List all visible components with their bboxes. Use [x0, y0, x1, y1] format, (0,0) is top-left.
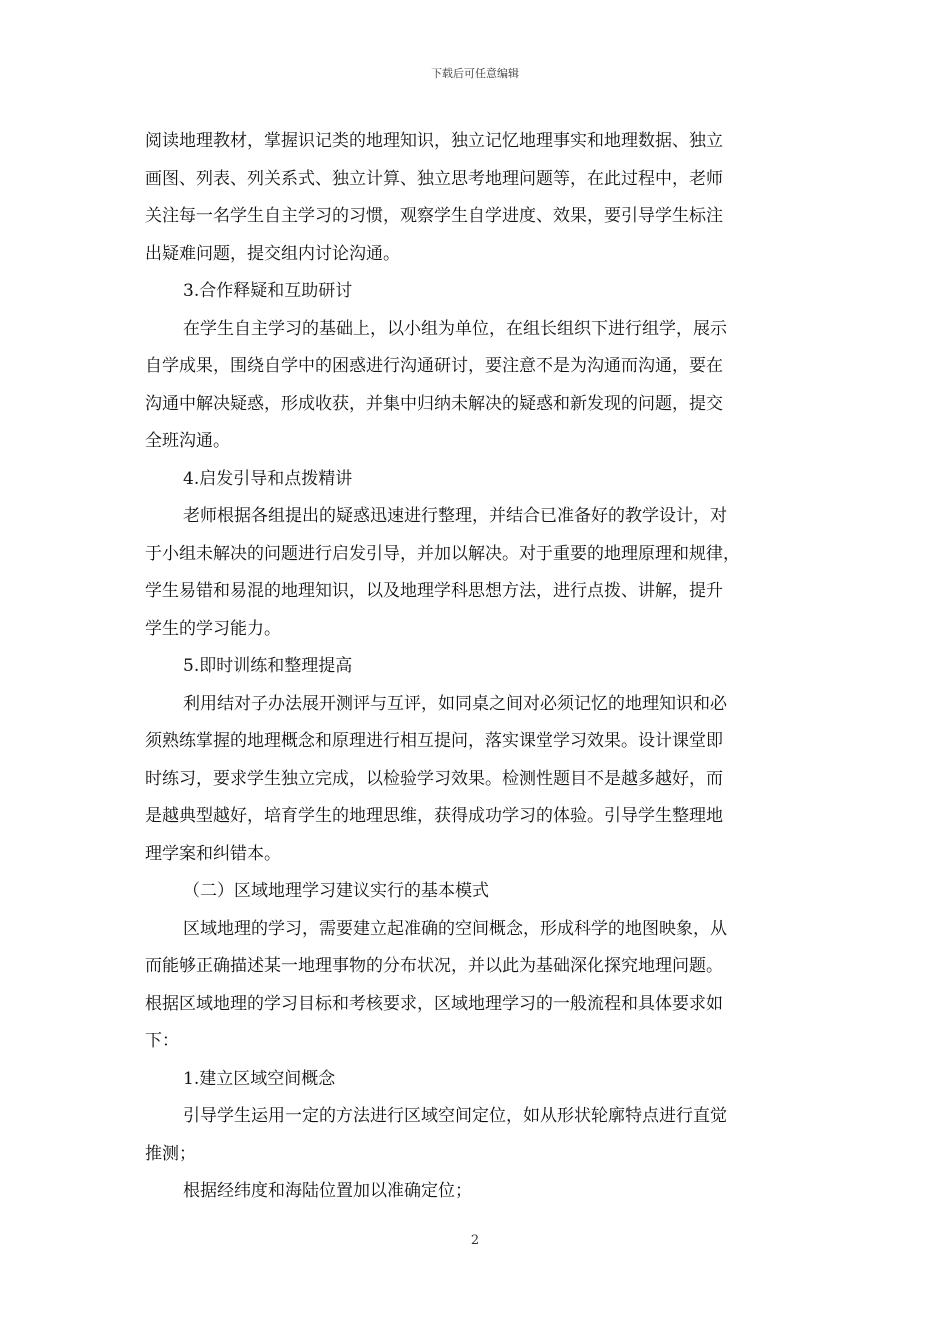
- paragraph-line: 下：: [145, 1031, 179, 1051]
- section-heading: 1.建立区域空间概念: [183, 1068, 336, 1089]
- paragraph-line: 学生的学习能力。: [145, 618, 281, 639]
- section-heading: 5.即时训练和整理提高: [183, 656, 353, 676]
- paragraph-line: 画图、列表、列关系式、独立计算、独立思考地理问题等，在此过程中，老师: [145, 168, 723, 189]
- paragraph-line: 出疑难问题，提交组内讨论沟通。: [145, 243, 400, 264]
- paragraph-line: 自学成果，围绕自学中的困惑进行沟通研讨，要注意不是为沟通而沟通，要在: [145, 356, 723, 376]
- paragraph-line: 全班沟通。: [145, 431, 230, 451]
- paragraph-line: 沟通中解决疑惑，形成收获，并集中归纳未解决的疑惑和新发现的问题，提交: [145, 393, 723, 414]
- paragraph-line: 而能够正确描述某一地理事物的分布状况，并以此为基础深化探究地理问题。: [145, 956, 723, 976]
- paragraph-line: 学生易错和易混的地理知识，以及地理学科思想方法，进行点拨、讲解，提升: [145, 581, 723, 601]
- paragraph-line: 利用结对子办法展开测评与互评，如同桌之间对必须记忆的地理知识和必: [183, 693, 727, 714]
- paragraph-line: 须熟练掌握的地理概念和原理进行相互提问，落实课堂学习效果。设计课堂即: [145, 731, 723, 751]
- paragraph-line: 在学生自主学习的基础上，以小组为单位，在组长组织下进行组学，展示: [183, 318, 727, 339]
- paragraph-line: 关注每一名学生自主学习的习惯，观察学生自学进度、效果，要引导学生标注: [145, 206, 723, 226]
- section-heading: （二）区域地理学习建议实行的基本模式: [183, 881, 489, 901]
- page-number: 2: [470, 1233, 480, 1248]
- paragraph-line: 根据经纬度和海陆位置加以准确定位；: [183, 1181, 472, 1201]
- paragraph-line: 根据区域地理的学习目标和考核要求，区域地理学习的一般流程和具体要求如: [145, 993, 723, 1014]
- paragraph-line: 于小组未解决的问题进行启发引导，并加以解决。对于重要的地理原理和规律，: [145, 543, 740, 564]
- section-heading: 4.启发引导和点拨精讲: [183, 468, 353, 489]
- paragraph-line: 引导学生运用一定的方法进行区域空间定位，如从形状轮廓特点进行直觉: [183, 1106, 727, 1126]
- paragraph-line: 理学案和纠错本。: [145, 843, 281, 864]
- paragraph-line: 推测；: [145, 1143, 196, 1164]
- paragraph-line: 时练习，要求学生独立完成，以检验学习效果。检测性题目不是越多越好，而: [145, 768, 723, 789]
- page-header: 下载后可任意编辑: [431, 67, 519, 80]
- paragraph-line: 是越典型越好，培育学生的地理思维，获得成功学习的体验。引导学生整理地: [145, 806, 723, 826]
- paragraph-line: 老师根据各组提出的疑惑迅速进行整理，并结合已准备好的教学设计，对: [183, 506, 727, 526]
- paragraph-line: 区域地理的学习，需要建立起准确的空间概念，形成科学的地图映象，从: [183, 918, 727, 939]
- paragraph-line: 阅读地理教材，掌握识记类的地理知识，独立记忆地理事实和地理数据、独立: [145, 131, 723, 151]
- section-heading: 3.合作释疑和互助研讨: [183, 281, 353, 301]
- document-body: [145, 123, 810, 1211]
